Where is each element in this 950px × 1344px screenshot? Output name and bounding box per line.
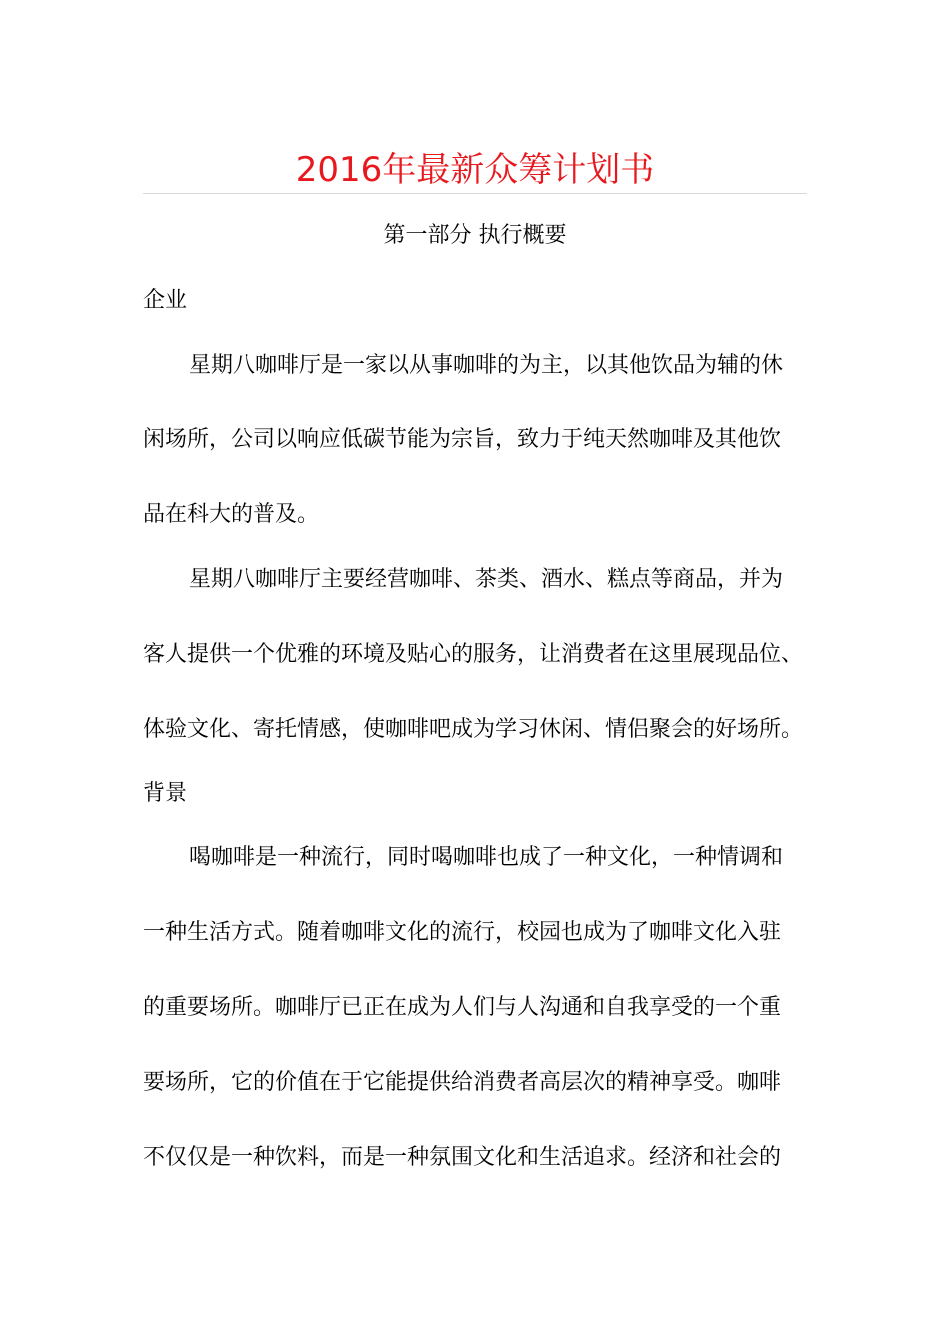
paragraph-line: 闲场所，公司以响应低碳节能为宗旨，致力于纯天然咖啡及其他饮 bbox=[143, 427, 782, 452]
paragraph-line: 星期八咖啡厅主要经营咖啡、茶类、酒水、糕点等商品，并为 bbox=[189, 567, 784, 592]
section-heading-enterprise: 企业 bbox=[143, 288, 188, 313]
title-divider bbox=[143, 193, 807, 194]
paragraph-line: 星期八咖啡厅是一家以从事咖啡的为主，以其他饮品为辅的休 bbox=[189, 353, 784, 378]
paragraph-line: 一种生活方式。随着咖啡文化的流行，校园也成为了咖啡文化入驻 bbox=[143, 920, 782, 945]
part-heading: 第一部分 执行概要 bbox=[383, 223, 567, 248]
paragraph-line: 体验文化、寄托情感，使咖啡吧成为学习休闲、情侣聚会的好场所。 bbox=[143, 717, 804, 742]
paragraph-line: 不仅仅是一种饮料，而是一种氛围文化和生活追求。经济和社会的 bbox=[143, 1145, 782, 1170]
paragraph-line: 品在科大的普及。 bbox=[143, 502, 320, 527]
paragraph-line: 喝咖啡是一种流行，同时喝咖啡也成了一种文化，一种情调和 bbox=[189, 845, 784, 870]
document-title: 2016年最新众筹计划书 bbox=[295, 150, 655, 190]
paragraph-line: 客人提供一个优雅的环境及贴心的服务，让消费者在这里展现品位、 bbox=[143, 642, 804, 667]
paragraph-line: 要场所，它的价值在于它能提供给消费者高层次的精神享受。咖啡 bbox=[143, 1070, 782, 1095]
section-heading-background: 背景 bbox=[143, 781, 188, 806]
paragraph-line: 的重要场所。咖啡厅已正在成为人们与人沟通和自我享受的一个重 bbox=[143, 995, 782, 1020]
